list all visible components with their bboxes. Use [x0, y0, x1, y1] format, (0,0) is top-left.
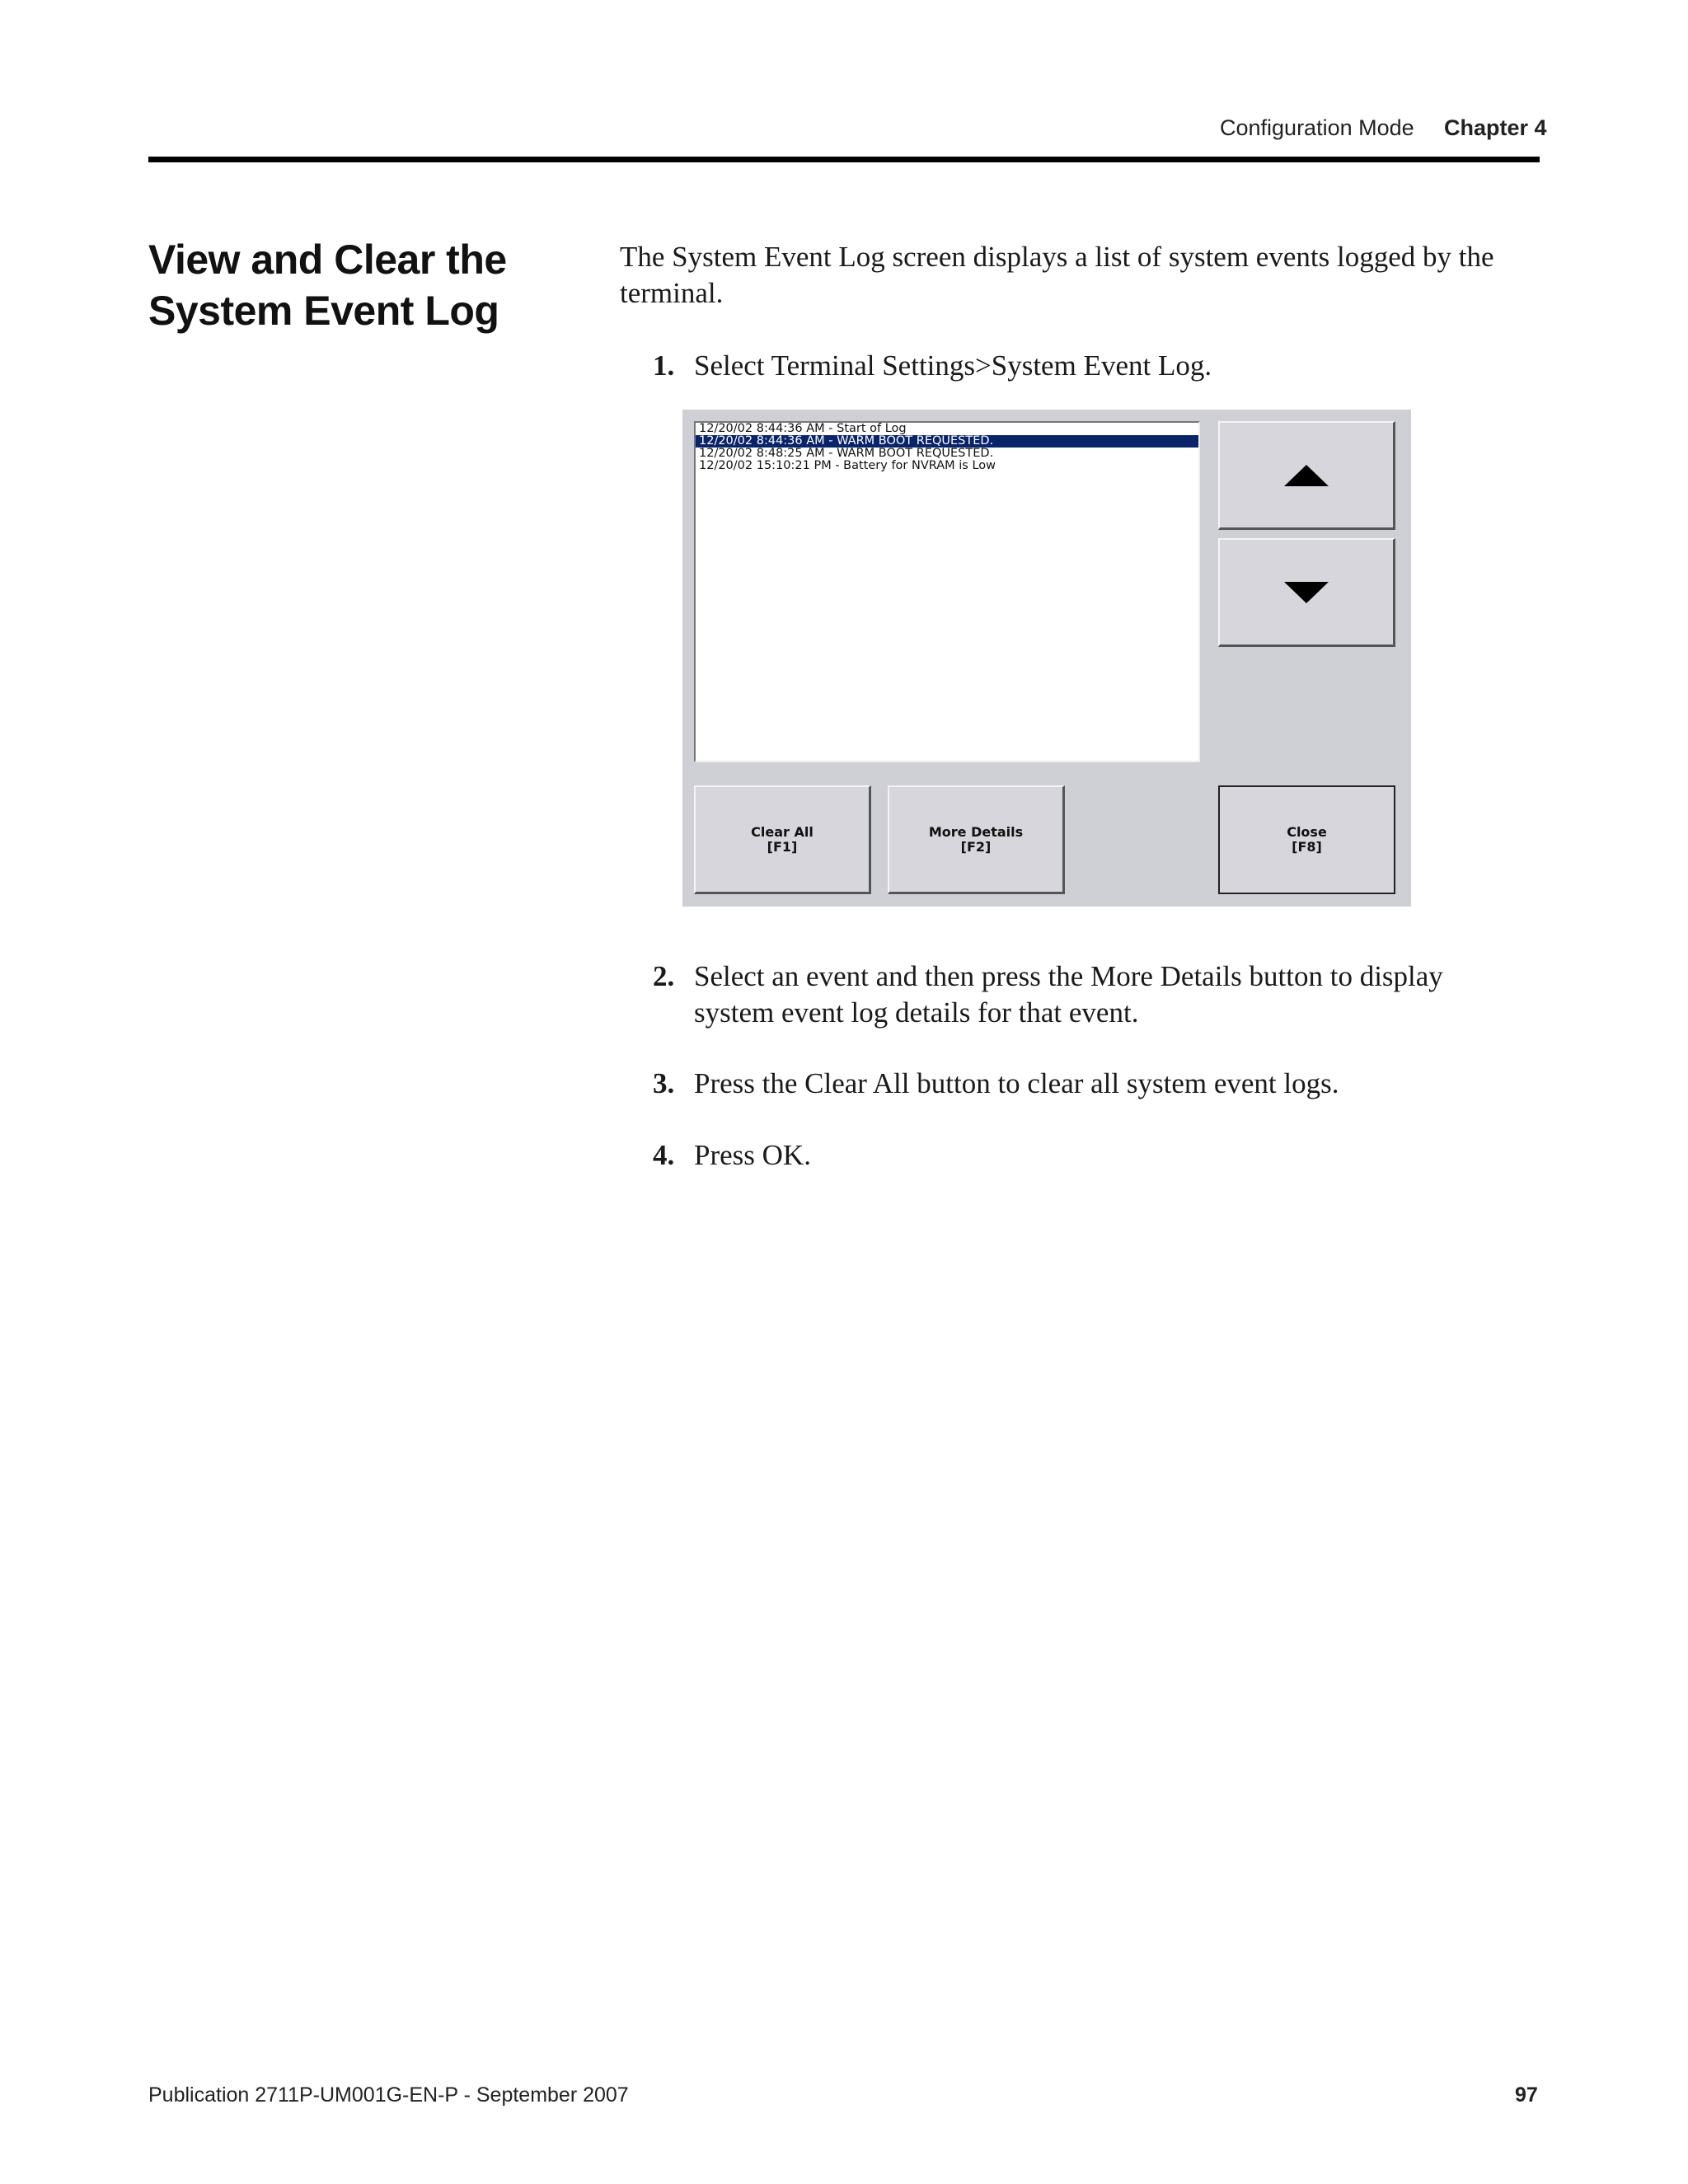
- running-header-section: Configuration Mode: [1220, 115, 1414, 140]
- step-4: [653, 1137, 1526, 1174]
- step-1: [653, 348, 1526, 384]
- scroll-down-button[interactable]: [1218, 538, 1395, 647]
- clear-all-button[interactable]: [694, 785, 871, 894]
- step-text: Press the Clear All button to clear all system event logs.: [694, 1067, 1339, 1099]
- log-entry[interactable]: 12/20/02 8:48:25 AM - WARM BOOT REQUESTED.: [699, 447, 994, 460]
- step-number: 2.: [653, 960, 675, 992]
- close-key: [F8]: [1292, 839, 1322, 855]
- step-2: [653, 958, 1526, 1031]
- up-arrow-icon: [1284, 465, 1329, 486]
- more-details-button[interactable]: [888, 785, 1065, 894]
- log-entry[interactable]: 12/20/02 15:10:21 PM - Battery for NVRAM is Low: [699, 459, 996, 472]
- step-3: [653, 1066, 1526, 1102]
- log-entry[interactable]: 12/20/02 8:44:36 AM - Start of Log: [699, 422, 907, 435]
- event-log-list[interactable]: [694, 421, 1200, 762]
- step-text: Select Terminal Settings>System Event Log.: [694, 349, 1212, 382]
- clear-all-key: [F1]: [767, 838, 798, 855]
- log-entry-selected[interactable]: 12/20/02 8:44:36 AM - WARM BOOT REQUESTED.: [696, 435, 1198, 448]
- step-number: 3.: [653, 1067, 675, 1099]
- step-text: Press OK.: [694, 1139, 811, 1171]
- clear-all-label: Clear All: [751, 823, 814, 840]
- system-event-log-screenshot: [682, 410, 1411, 907]
- intro-paragraph: The System Event Log screen displays a list of system events logged by the terminal.: [620, 241, 1494, 309]
- more-details-label: More Details: [928, 823, 1024, 840]
- footer-publication: Publication 2711P-UM001G-EN-P - September 2007: [148, 2083, 629, 2107]
- step-number: 4.: [653, 1139, 675, 1171]
- scroll-up-button[interactable]: [1218, 421, 1395, 530]
- running-header-chapter: Chapter 4: [1444, 115, 1547, 140]
- step-text: Select an event and then press the More Details button to display system event log details for that event.: [694, 960, 1443, 1029]
- section-title: View and Clear the System Event Log: [148, 237, 507, 334]
- header-rule: [148, 157, 1540, 162]
- step-number: 1.: [653, 349, 675, 382]
- down-arrow-icon: [1284, 582, 1329, 603]
- more-details-key: [F2]: [960, 838, 992, 855]
- close-label: Close: [1287, 824, 1327, 840]
- close-button[interactable]: [1218, 785, 1395, 894]
- page-number: 97: [1515, 2083, 1538, 2107]
